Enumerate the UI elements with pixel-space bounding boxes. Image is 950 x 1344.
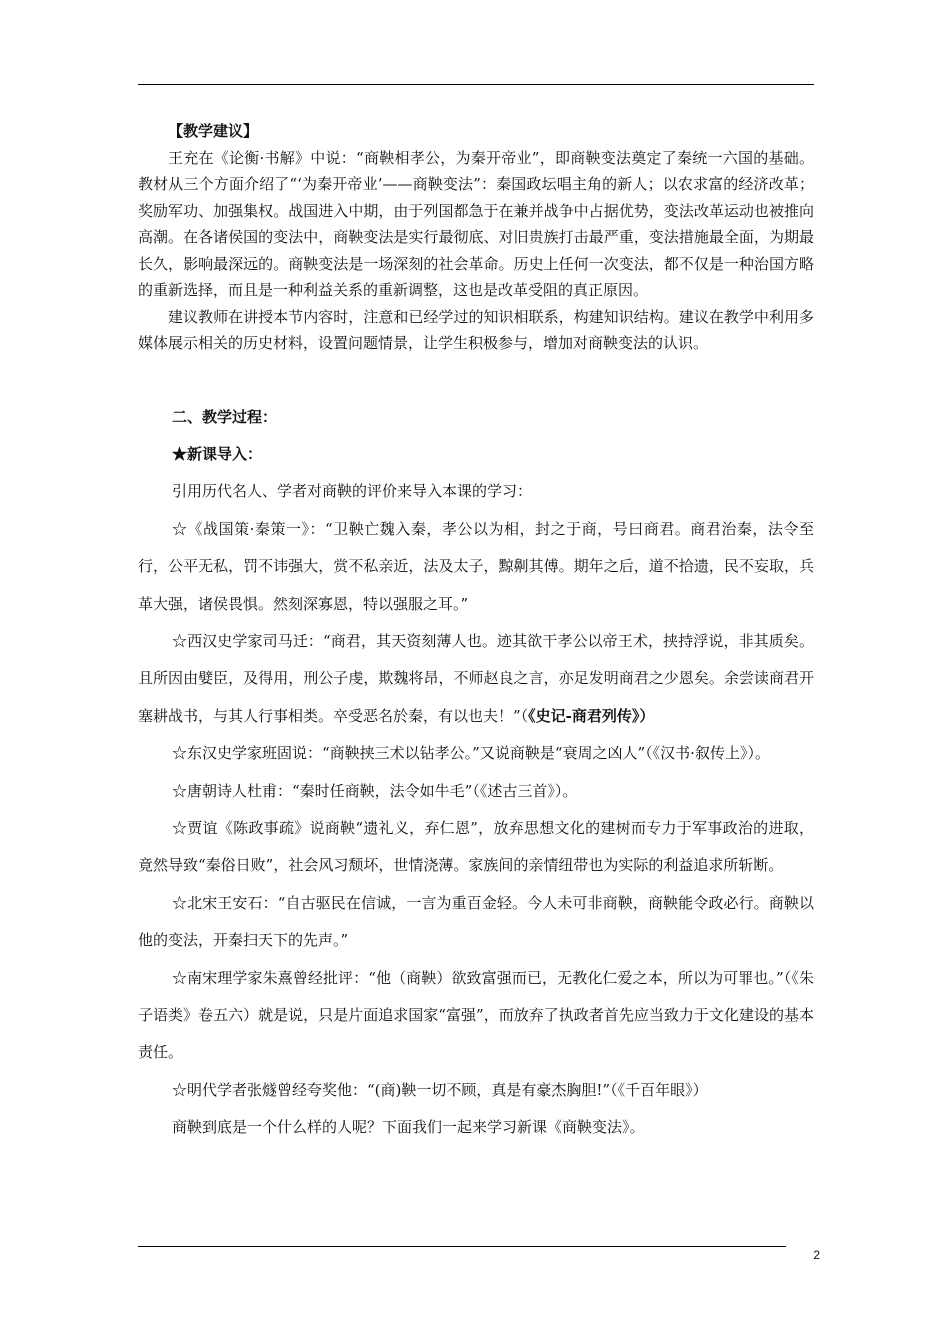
intro-text: 引用历代名人、学者对商鞅的评价来导入本课的学习：: [172, 482, 533, 501]
footer-rule: [138, 1246, 786, 1247]
page-content: [138, 118, 814, 1147]
quote-zhuxi: ☆南宋理学家朱熹曾经批评：“他（商鞅）欲致富强而已，无教化仁爱之本，所以为可罪也。”（《朱子语类》卷五六）就是说，只是片面追求国家“富强”，而放弃了执政者首先应当致力于文化建设的基本责任。: [138, 968, 814, 1062]
teaching-process-heading: 二、教学过程：: [172, 407, 278, 426]
quote-zhangsui: ☆明代学者张燧曾经夸奖他：“(商)鞅一切不顾，真是有豪杰胸胆!”（《千百年眼》）: [172, 1080, 708, 1099]
quote-simaqian-text: ☆西汉史学家司马迁：“商君，其天资刻薄人也。迹其欲干孝公以帝王术，挟持浮说，非其质矣。且所因由嬖臣，及得用，刑公子虔，欺魏将昂，不师赵良之言，亦足发明商君之少恩矣。余尝读商君开塞耕战书，与其人行事相类。卒受恶名於秦，有以也夫！”（: [138, 631, 814, 725]
new-lesson-intro-heading: ★新课导入：: [172, 444, 263, 463]
teaching-suggestion-section: [138, 118, 814, 357]
quote-jiayi: ☆贾谊《陈政事疏》说商鞅“遗礼义，弃仁恩”，放弃思想文化的建树而专力于军事政治的进取，竟然导致“秦俗日败”，社会风习颓坏，世情浇薄。家族间的亲情纽带也为实际的利益追求所斩断。: [138, 818, 814, 875]
quote-dufu: ☆唐朝诗人杜甫：“秦时任商鞅，法令如牛毛”（《述古三首》）。: [172, 781, 578, 800]
teaching-process-section: [138, 399, 814, 1147]
quote-bangu: ☆东汉史学家班固说：“商鞅挟三术以钻孝公。”又说商鞅是“衰周之凶人”（《汉书·叙传上》）。: [172, 744, 770, 763]
quote-wanganshi: ☆北宋王安石：“自古驱民在信诚，一言为重百金轻。今人未可非商鞅，商鞅能令政必行。商鞅以他的变法，开秦扫天下的先声。”: [138, 893, 814, 950]
teaching-suggestion-heading: 【教学建议】: [168, 122, 259, 140]
quote-zhanguoce: ☆《战国策·秦策一》：“卫鞅亡魏入秦，孝公以为相，封之于商，号曰商君。商君治秦，法令至行，公平无私，罚不讳强大，赏不私亲近，法及太子，黥劓其傅。期年之后，道不拾遗，民不妄取，兵革大强，诸侯畏惧。然刻深寡恩，特以强服之耳。”: [138, 519, 814, 613]
suggestion-paragraph-2: 建议教师在讲授本节内容时，注意和已经学过的知识相联系，构建知识结构。建议在教学中利用多媒体展示相关的历史材料，设置问题情景，让学生积极参与，增加对商鞅变法的认识。: [138, 307, 814, 352]
header-rule: [138, 84, 814, 85]
suggestion-paragraph-1: 王充在《论衡·书解》中说：“商鞅相孝公，为秦开帝业”，即商鞅变法奠定了秦统一六国的基础。教材从三个方面介绍了“‘为秦开帝业’——商鞅变法”：秦国政坛唱主角的新人；以农求富的经济改革；奖励军功、加强集权。战国进入中期，由于列国都急于在兼并战争中占据优势，变法改革运动也被推向高潮。在各诸侯国的变法中，商鞅变法是实行最彻底、对旧贵族打击最严重，变法措施最全面，为期最长久，影响最深远的。商鞅变法是一场深刻的社会革命。历史上任何一次变法，都不仅是一种治国方略的重新选择，而且是一种利益关系的重新调整，这也是改革受阻的真正原因。: [138, 148, 814, 299]
quote-simaqian: [138, 623, 814, 735]
closing-question: 商鞅到底是一个什么样的人呢？下面我们一起来学习新课《商鞅变法》。: [172, 1118, 645, 1137]
page-number: 2: [813, 1248, 820, 1262]
quote-simaqian-source: 《史记-商君列传》）: [528, 706, 655, 725]
